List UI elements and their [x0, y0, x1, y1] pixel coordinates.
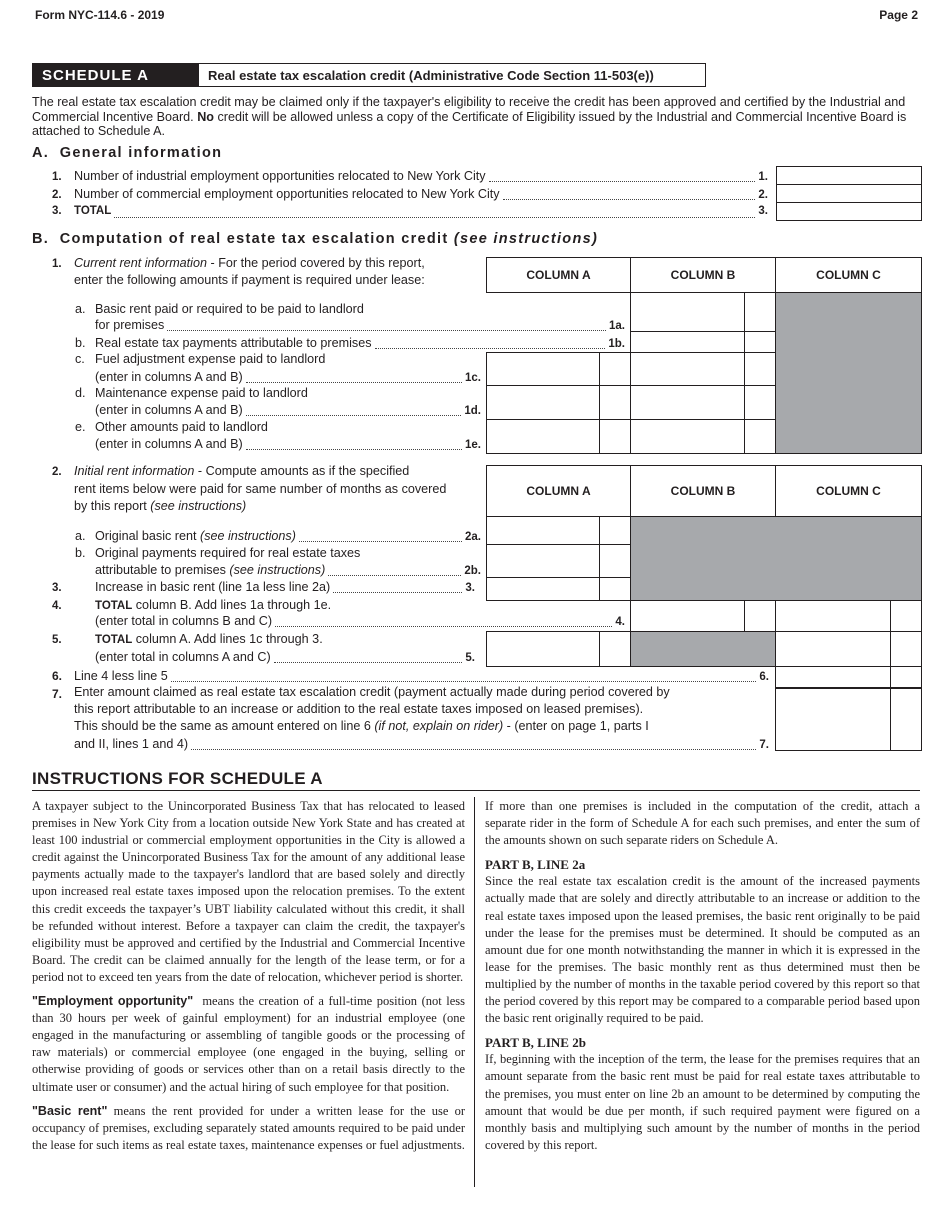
line-label: (enter total in columns B and C): [95, 614, 273, 628]
column-c-header: COLUMN C: [775, 257, 922, 293]
input-1c-col-b[interactable]: [630, 352, 776, 386]
input-1e-col-a[interactable]: [486, 419, 631, 454]
dot-leader: [503, 199, 756, 200]
dot-leader: [299, 541, 462, 542]
line-text: - (enter on page 1, parts I: [503, 719, 649, 733]
line-number: 1.: [52, 171, 62, 183]
column-a-header: COLUMN A: [486, 257, 631, 293]
line2-text: [74, 464, 409, 478]
input-1b-col-b[interactable]: [630, 331, 776, 353]
line-label: Number of industrial employment opportunities relocated to New York City: [74, 169, 486, 183]
line-italic: (see instructions): [200, 529, 296, 543]
line1-text: [74, 256, 425, 270]
line-ref: 4.: [615, 616, 625, 628]
total-label: TOTAL: [95, 634, 133, 646]
input-4-col-b[interactable]: [630, 600, 776, 632]
input-6-col-c[interactable]: [775, 666, 922, 688]
dot-leader: [114, 217, 755, 218]
defined-term: "Basic rent": [32, 1103, 108, 1118]
line-label: for premises: [95, 318, 165, 332]
line-5: [95, 650, 475, 667]
line-ref: 1b.: [608, 338, 625, 350]
line-label: Line 4 less line 5: [74, 669, 168, 683]
line-ref: 1.: [758, 171, 768, 183]
line-number: 3.: [52, 205, 62, 217]
dot-leader: [246, 382, 462, 383]
line-text: Maintenance expense paid to landlord: [95, 386, 308, 400]
line-a1: [52, 169, 768, 186]
schedule-label: SCHEDULE A: [32, 63, 199, 87]
line-ref: 3.: [758, 205, 768, 217]
input-a3[interactable]: [776, 202, 922, 221]
line-number: 4.: [52, 600, 62, 612]
definition-text: means the creation of a full-time position (not less than 30 hours per week of gainful employment) for an industrial employee (one engaged in the manufacturing or assembling of tangible goods or the processing of raw materials) or commercial employee (one engaged in the buying, selling or otherwise providing of goods or services other than on a retail basis directly to the ultimate user or consumer) and the actual hiring of such employee for that position.: [32, 994, 466, 1094]
line-1b: [75, 336, 625, 353]
instructions-right-column: [485, 798, 920, 1161]
line-ref: 1a.: [609, 320, 625, 332]
line-ref: 5.: [465, 652, 475, 664]
line-number: 6.: [52, 669, 63, 683]
intro-part: credit will be allowed unless a copy of the Certificate of Eligibility issued by the Industrial and Commercial Incentive Board is attached to Schedule A.: [32, 109, 907, 138]
intro-text: [32, 95, 922, 139]
input-4-col-c[interactable]: [775, 600, 922, 632]
line-text: column B. Add lines 1a through 1e.: [132, 598, 332, 612]
line-italic: (see instructions): [150, 499, 247, 513]
line-ref: 1e.: [465, 439, 481, 451]
line-7-text2: this report attributable to an increase or addition to the real estate taxes imposed on leased premises).: [74, 702, 644, 716]
section-letter: A.: [32, 145, 50, 161]
line-ref: 2a.: [465, 531, 481, 543]
dot-leader: [171, 681, 757, 682]
line-label: Original basic rent: [95, 529, 197, 543]
dot-leader: [489, 181, 756, 182]
section-a-heading: [32, 145, 222, 161]
line-text: Other amounts paid to landlord: [95, 420, 268, 434]
dot-leader: [275, 626, 612, 627]
line-4: [95, 614, 625, 631]
line-7: [74, 737, 769, 754]
line-italic: (if not, explain on rider): [374, 719, 504, 733]
line-a3: [52, 205, 768, 222]
line-label: (enter in columns A and B): [95, 403, 243, 417]
shaded-5-col-b: [630, 631, 776, 667]
intro-part: The real estate tax escalation credit may be claimed only if the taxpayer's eligibility to receive the credit has been approved and certified by the Industrial and Commercial Incentive Board.: [32, 95, 906, 124]
line-1a: [95, 318, 625, 335]
shaded-col-c: [775, 292, 922, 454]
line-6: [52, 669, 769, 686]
line-text: Original payments required for real estate taxes: [95, 546, 361, 560]
part-b-line-2b-heading: PART B, LINE 2b: [485, 1035, 586, 1051]
intro-bold: No: [197, 109, 214, 124]
line-ref: 3.: [465, 582, 475, 594]
column-c-header: COLUMN C: [775, 465, 922, 517]
dot-leader: [167, 330, 606, 331]
line-text: Fuel adjustment expense paid to landlord: [95, 352, 326, 366]
line1-text2: enter the following amounts if payment is required under lease:: [74, 273, 425, 287]
line-text: This should be the same as amount entered on line 6: [74, 719, 375, 733]
line-ref: 1d.: [464, 405, 481, 417]
section-title: General information: [59, 145, 223, 161]
input-a1[interactable]: [776, 166, 922, 185]
line-ref: 2b.: [464, 565, 481, 577]
line-label: (enter total in columns A and C): [95, 650, 271, 664]
instruction-paragraph: If more than one premises is included in the computation of the credit, attach a separate rider in the form of Schedule A for each such premises, and enter the sum of the amounts shown on such separate riders on Schedule A.: [485, 799, 920, 848]
section-note: (see instructions): [453, 231, 599, 247]
defined-term: "Employment opportunity": [32, 994, 194, 1009]
line-number: 7.: [52, 687, 63, 701]
dot-leader: [274, 662, 463, 663]
line-label: Increase in basic rent (line 1a less line 2a): [95, 580, 331, 594]
line-1c: [95, 370, 481, 387]
line2-text2: rent items below were paid for same number of months as covered: [74, 482, 447, 496]
line-label: Number of commercial employment opportunities relocated to New York City: [74, 187, 500, 201]
line-label: attributable to premises: [95, 563, 226, 577]
instructions-left-column: [32, 798, 465, 1161]
line-italic: (see instructions): [229, 563, 326, 577]
instruction-paragraph: If, beginning with the inception of the term, the lease for the premises requires that an amount separate from the basic rent must be paid for real estate taxes attributable to the premises, you must enter on line 2b an amount to be determined by computing the amount that would be due per month, if such required payment were figured on a monthly basis and multiplying such amount by the number of months in the period covered by this report.: [485, 1052, 920, 1152]
instruction-paragraph: A taxpayer subject to the Unincorporated Business Tax that has relocated to leased premises in New York City from a location outside New York State and has created at least 100 industrial or commercial employment opportunities in the City is allowed a credit against the Unincorporated Business Tax for the amount of any additional lease payments actually made to the taxpayer's landlord that are based solely and directly upon increased real estate taxes imposed upon the relocation premises. To the extent this credit exceeds the taxpayer’s UBT liability calculated without this credit, it shall be refunded without interest. Before a taxpayer can claim the credit, the taxpayer's eligibility must be approved and certified by the Industrial and Commercial Incentive Board. The credit can be claimed annually for the length of the lease term, or for a period not to exceed ten years from the date of relocation, whichever period is shorter.: [32, 799, 465, 984]
line-number: 5.: [52, 634, 62, 646]
input-5-col-c[interactable]: [775, 631, 922, 667]
dot-leader: [328, 575, 461, 576]
input-1a-col-b[interactable]: [630, 292, 776, 332]
line-ref: 1c.: [465, 372, 481, 384]
line-letter: b.: [75, 336, 86, 350]
total-label: TOTAL: [95, 600, 133, 612]
input-5-col-a[interactable]: [486, 631, 631, 667]
part-b-line-2a-heading: PART B, LINE 2a: [485, 857, 586, 873]
input-1d-col-a[interactable]: [486, 385, 631, 420]
dot-leader: [375, 348, 606, 349]
line-letter: a.: [75, 529, 86, 543]
line-text: - For the period covered by this report,: [207, 256, 425, 270]
input-1c-col-a[interactable]: [486, 352, 631, 386]
dot-leader: [333, 592, 462, 593]
line-italic: Current rent information: [74, 256, 207, 270]
input-1d-col-b[interactable]: [630, 385, 776, 420]
input-a2[interactable]: [776, 184, 922, 203]
line-text: - Compute amounts as if the specified: [194, 464, 410, 478]
line-ref: 6.: [759, 671, 769, 683]
line-text: column A. Add lines 1c through 3.: [132, 632, 323, 646]
form-id: Form NYC-114.6 - 2019: [35, 8, 165, 22]
input-2b-col-a[interactable]: [486, 544, 631, 578]
line-5-text: [95, 632, 323, 646]
line-number: 2.: [52, 189, 62, 201]
line-letter: b.: [75, 546, 86, 560]
page-number: Page 2: [879, 8, 918, 22]
line-1d: [95, 403, 481, 420]
column-b-header: COLUMN B: [630, 257, 776, 293]
line-ref: 2.: [758, 189, 768, 201]
section-title: Computation of real estate tax escalation credit: [59, 231, 449, 247]
line-number: 3.: [52, 582, 62, 594]
definition-text: means the rent provided for under a written lease for the use or occupancy of premises, excluding separately stated amounts required to be paid under the lease for such items as real estate taxes, maintenance expenses or fuel adjustments.: [32, 1103, 466, 1152]
divider: [32, 790, 920, 791]
column-divider: [474, 797, 475, 1187]
input-3-col-a[interactable]: [486, 577, 631, 601]
line-4-text: [95, 598, 331, 612]
input-7-col-c[interactable]: [775, 687, 922, 751]
instruction-paragraph: [32, 1103, 465, 1154]
instructions-heading: INSTRUCTIONS FOR SCHEDULE A: [32, 769, 323, 788]
instruction-paragraph: [32, 993, 465, 1096]
line-text: by this report: [74, 499, 151, 513]
line-7-text1: Enter amount claimed as real estate tax escalation credit (payment actually made during period covered by: [74, 685, 670, 699]
line-a2: [52, 187, 768, 204]
line-1e: [95, 437, 481, 454]
column-a-header: COLUMN A: [486, 465, 631, 517]
column-b-header: COLUMN B: [630, 465, 776, 517]
line-7-text3: [74, 719, 649, 733]
line2-text3: [74, 499, 246, 513]
line-label: (enter in columns A and B): [95, 437, 243, 451]
line-label: (enter in columns A and B): [95, 370, 243, 384]
line-italic: Initial rent information: [74, 464, 195, 478]
section-letter: B.: [32, 231, 50, 247]
schedule-title: Real estate tax escalation credit (Administrative Code Section 11-503(e)): [198, 63, 706, 87]
line-label: and II, lines 1 and 4): [74, 737, 189, 751]
line-letter: a.: [75, 302, 86, 316]
line-label: TOTAL: [74, 205, 112, 217]
line-2b: [95, 563, 481, 580]
line-label: Real estate tax payments attributable to premises: [95, 336, 372, 350]
instruction-paragraph: Since the real estate tax escalation credit is the amount of the increased payments actually made that are solely and directly attributable to an increase or addition to the real estate taxes imposed upon the leased premises, the basic rent originally to be paid under the lease for the premises must be determined. It should be computed as an amount due for one month notwithstanding the manner in which it is expressed in the lease for the premises. The basic monthly rent as thus determined must then be multiplied by the number of months in the taxable period covered by this report so that the period covered by this report may be compared to a comparable period based upon the basic rent originally required to be paid.: [485, 874, 920, 1026]
line-2a: [75, 529, 481, 546]
line-3: [95, 580, 475, 597]
line-letter: c.: [75, 352, 85, 366]
dot-leader: [191, 749, 756, 750]
line-letter: e.: [75, 420, 86, 434]
section-b-heading: [32, 231, 598, 247]
input-2a-col-a[interactable]: [486, 516, 631, 545]
line-text: Basic rent paid or required to be paid to landlord: [95, 302, 364, 316]
shaded-col-bc: [630, 516, 922, 601]
line-number: 1.: [52, 258, 62, 270]
dot-leader: [246, 449, 462, 450]
line-ref: 7.: [759, 739, 769, 751]
input-1e-col-b[interactable]: [630, 419, 776, 454]
line-letter: d.: [75, 386, 86, 400]
dot-leader: [246, 415, 462, 416]
line-number: 2.: [52, 466, 62, 478]
